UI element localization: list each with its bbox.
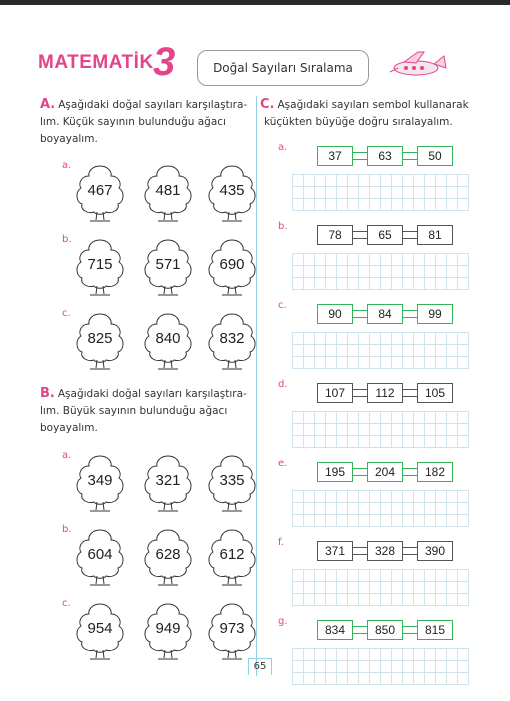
section-c-line1: Aşağıdaki sayıları sembol kullanarak: [277, 99, 469, 111]
chain-connector: [403, 310, 417, 318]
number-box: 204: [367, 462, 403, 482]
number-box: 834: [317, 620, 353, 640]
section-b-tree[interactable]: [72, 452, 128, 516]
section-a-tree-number: 715: [87, 256, 113, 273]
section-a-tree[interactable]: [72, 162, 128, 226]
chain-connector: [403, 468, 417, 476]
section-b-tree-number: 973: [219, 620, 245, 637]
section-b-heading: [40, 385, 250, 437]
chain-connector: [353, 547, 367, 555]
chain-connector: [353, 231, 367, 239]
number-box: 63: [367, 146, 403, 166]
section-a-tree-number: 571: [155, 256, 181, 273]
answer-grid[interactable]: [292, 253, 469, 290]
number-box: 195: [317, 462, 353, 482]
number-box: 50: [417, 146, 453, 166]
section-c-letter: C.: [260, 97, 275, 112]
section-c-item-label: a.: [278, 142, 288, 153]
section-a-line3: boyayalım.: [40, 133, 98, 145]
section-b-tree-number: 954: [87, 620, 113, 637]
section-a-tree[interactable]: [140, 162, 196, 226]
section-a-row-label: c.: [62, 308, 71, 319]
section-b-row-label: b.: [62, 524, 72, 535]
section-b-tree-number: 604: [87, 546, 113, 563]
section-a-tree[interactable]: [72, 310, 128, 374]
number-box: 107: [317, 383, 353, 403]
section-a-tree-number: 825: [87, 330, 113, 347]
section-c-line2: küçükten büyüğe doğru sıralayalım.: [264, 116, 453, 128]
section-c-number-chain: [317, 304, 453, 324]
section-c-heading: [260, 96, 500, 131]
page-number: 65: [248, 658, 272, 675]
number-box: 81: [417, 225, 453, 245]
section-b-line1: Aşağıdaki doğal sayıları karşılaştıra-: [57, 388, 247, 400]
section-c-item-label: g.: [278, 616, 288, 627]
number-box: 90: [317, 304, 353, 324]
section-c-item-label: f.: [278, 537, 284, 548]
section-b-tree[interactable]: [140, 600, 196, 664]
section-b-tree[interactable]: [204, 452, 260, 516]
chain-connector: [403, 626, 417, 634]
chain-connector: [353, 626, 367, 634]
answer-grid[interactable]: [292, 332, 469, 369]
chain-connector: [353, 152, 367, 160]
answer-grid[interactable]: [292, 174, 469, 211]
section-c-number-chain: [317, 225, 453, 245]
section-c-item-label: e.: [278, 458, 288, 469]
section-b-tree-number: 949: [155, 620, 181, 637]
section-a-tree-number: 481: [155, 182, 181, 199]
section-c-number-chain: [317, 620, 453, 640]
section-a-row-label: b.: [62, 234, 72, 245]
section-b-tree[interactable]: [72, 526, 128, 590]
answer-grid[interactable]: [292, 411, 469, 448]
top-border: [0, 0, 510, 5]
section-c-number-chain: [317, 462, 453, 482]
section-a-tree[interactable]: [204, 310, 260, 374]
section-b-line2: lım. Büyük sayının bulunduğu ağacı: [40, 405, 228, 417]
section-b-tree-number: 335: [219, 472, 245, 489]
section-b-tree-number: 612: [219, 546, 245, 563]
section-a-tree[interactable]: [140, 310, 196, 374]
topic-title-box: [197, 50, 369, 86]
number-box: 99: [417, 304, 453, 324]
section-c-item-label: b.: [278, 221, 288, 232]
section-b-tree-number: 349: [87, 472, 113, 489]
number-box: 65: [367, 225, 403, 245]
section-a-tree-number: 840: [155, 330, 181, 347]
number-box: 815: [417, 620, 453, 640]
number-box: 78: [317, 225, 353, 245]
number-box: 328: [367, 541, 403, 561]
section-a-tree-number: 467: [87, 182, 113, 199]
section-b-row-label: c.: [62, 598, 71, 609]
section-b-letter: B.: [40, 386, 55, 401]
number-box: 850: [367, 620, 403, 640]
number-box: 182: [417, 462, 453, 482]
answer-grid[interactable]: [292, 490, 469, 527]
grade-number: 3: [153, 40, 176, 84]
topic-title: Doğal Sayıları Sıralama: [213, 61, 353, 75]
section-c-number-chain: [317, 383, 453, 403]
section-c-number-chain: [317, 541, 453, 561]
chain-connector: [403, 547, 417, 555]
section-b-tree-number: 321: [155, 472, 181, 489]
section-a-heading: [40, 96, 250, 148]
section-a-line2: lım. Küçük sayının bulunduğu ağacı: [40, 116, 226, 128]
section-c-number-chain: [317, 146, 453, 166]
airplane-icon: [384, 46, 448, 86]
section-b-row-label: a.: [62, 450, 72, 461]
number-box: 112: [367, 383, 403, 403]
section-a-tree-number: 690: [219, 256, 245, 273]
chain-connector: [353, 310, 367, 318]
number-box: 105: [417, 383, 453, 403]
section-b-tree[interactable]: [204, 526, 260, 590]
chain-connector: [403, 231, 417, 239]
chain-connector: [403, 389, 417, 397]
section-b-line3: boyayalım.: [40, 422, 98, 434]
section-b-tree-number: 628: [155, 546, 181, 563]
section-a-tree[interactable]: [72, 236, 128, 300]
section-a-line1: Aşağıdaki doğal sayıları karşılaştıra-: [58, 99, 248, 111]
section-c-item-label: d.: [278, 379, 288, 390]
section-a-tree[interactable]: [140, 236, 196, 300]
section-b-tree[interactable]: [140, 526, 196, 590]
section-a-row-label: a.: [62, 160, 72, 171]
section-a-letter: A.: [40, 97, 56, 112]
chain-connector: [353, 468, 367, 476]
subject-title: MATEMATİK: [38, 52, 154, 73]
section-a-tree-number: 832: [219, 330, 245, 347]
number-box: 371: [317, 541, 353, 561]
answer-grid[interactable]: [292, 648, 469, 685]
section-a-tree-number: 435: [219, 182, 245, 199]
section-a-tree[interactable]: [204, 162, 260, 226]
section-b-tree[interactable]: [204, 600, 260, 664]
section-b-tree[interactable]: [140, 452, 196, 516]
section-c-item-label: c.: [278, 300, 287, 311]
number-box: 84: [367, 304, 403, 324]
section-b-tree[interactable]: [72, 600, 128, 664]
number-box: 37: [317, 146, 353, 166]
section-a-tree[interactable]: [204, 236, 260, 300]
answer-grid[interactable]: [292, 569, 469, 606]
number-box: 390: [417, 541, 453, 561]
chain-connector: [403, 152, 417, 160]
chain-connector: [353, 389, 367, 397]
